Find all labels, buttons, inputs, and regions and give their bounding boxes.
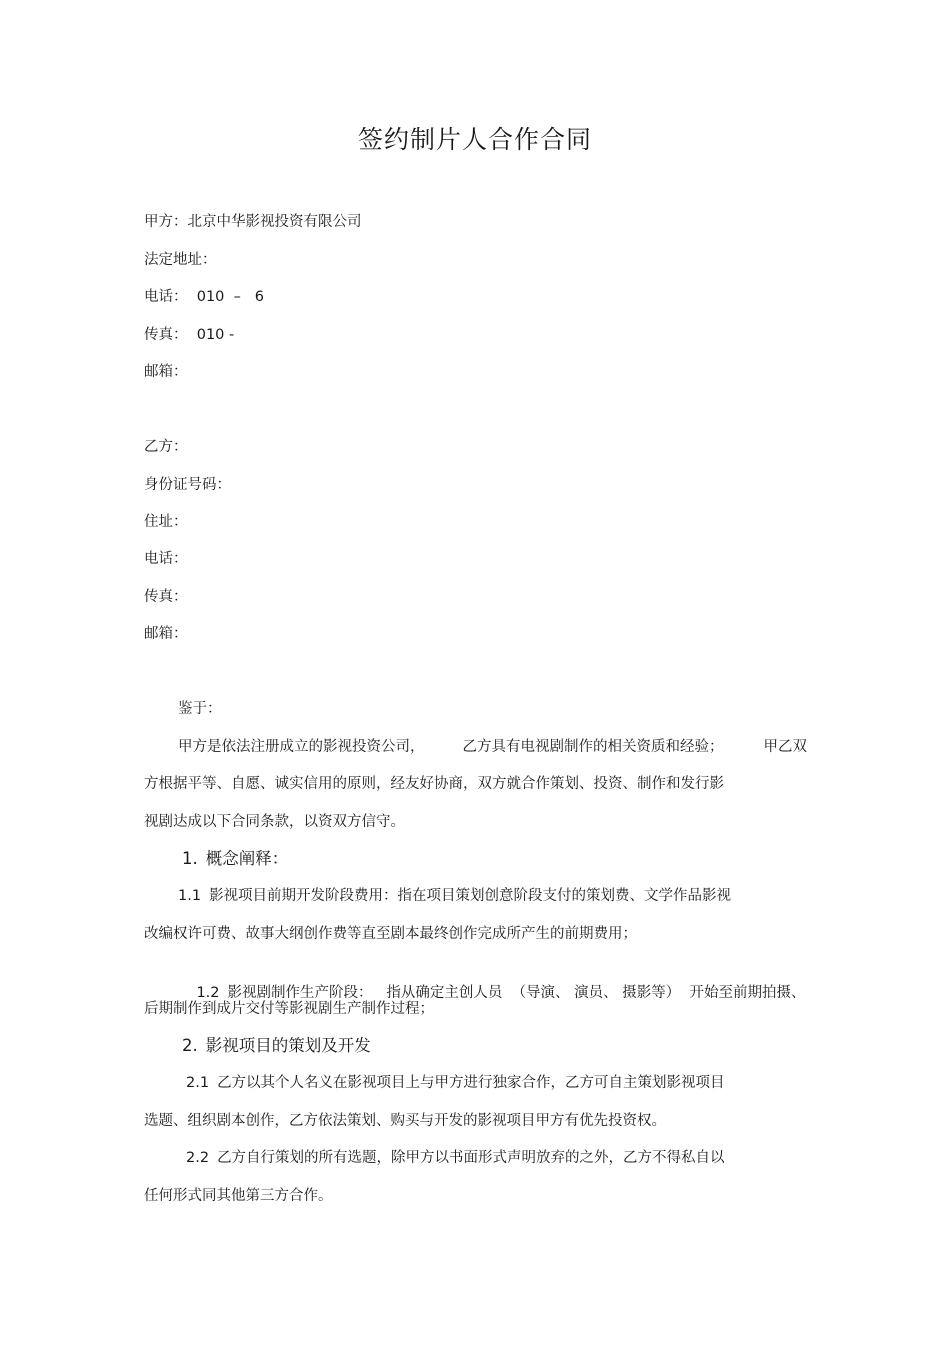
clause-2-2-text-1: 乙方自行策划的所有选题，除甲方以书面形式声明放弃的之外，乙方不得私自以 xyxy=(217,1150,725,1166)
party-a-email: 邮箱： xyxy=(144,364,188,380)
preamble-line-1a: 甲方是依法注册成立的影视投资公司， xyxy=(178,739,425,755)
clause-2-1-number: 2.1 xyxy=(186,1075,210,1091)
preamble-line-3: 视剧达成以下合同条款，以资双方信守。 xyxy=(144,814,405,830)
section-1-heading xyxy=(182,848,288,870)
preamble-line-1 xyxy=(178,736,807,758)
clause-1-1-text-1: 影视项目前期开发阶段费用：指在项目策划创意阶段支付的策划费、文学作品影视 xyxy=(209,888,732,904)
clause-1-2-text-1: 影视剧制作生产阶段： 指从确定主创人员 （导演、 演员、 摄影等） 开始至前期拍摄、 xyxy=(227,985,806,1001)
section-1-number: 1. xyxy=(182,849,198,868)
section-2-title: 影视项目的策划及开发 xyxy=(205,1036,371,1055)
clause-2-1-line-1 xyxy=(186,1072,725,1094)
section-2-number: 2. xyxy=(182,1036,198,1055)
clause-1-2-line-2: 后期制作到成片交付等影视剧生产制作过程； xyxy=(144,1001,434,1017)
clause-1-1-number: 1.1 xyxy=(178,888,202,904)
party-b-email: 邮箱： xyxy=(144,626,188,642)
party-b-phone: 电话： xyxy=(144,551,188,567)
section-1-title: 概念阐释： xyxy=(205,849,289,868)
party-a-name: 甲方：北京中华影视投资有限公司 xyxy=(144,214,362,230)
clause-2-1-text-1: 乙方以其个人名义在影视项目上与甲方进行独家合作，乙方可自主策划影视项目 xyxy=(217,1075,725,1091)
party-b-address: 住址： xyxy=(144,514,188,530)
preamble-line-2: 方根据平等、自愿、诚实信用的原则，经友好协商，双方就合作策划、投资、制作和发行影 xyxy=(144,776,724,792)
preamble-line-1b: 乙方具有电视剧制作的相关资质和经验； xyxy=(462,739,724,755)
clause-2-2-line-1 xyxy=(186,1147,725,1169)
party-b-name: 乙方： xyxy=(144,439,188,455)
party-b-fax: 传真： xyxy=(144,589,188,605)
party-a-fax: 传真： 010 - xyxy=(144,327,235,343)
page-title: 签约制片人合作合同 xyxy=(357,125,592,154)
party-a-phone: 电话： 010 – 6 xyxy=(144,289,264,305)
party-b-id: 身份证号码： xyxy=(144,477,231,493)
clause-1-1-line-2: 改编权许可费、故事大纲创作费等直至剧本最终创作完成所产生的前期费用； xyxy=(144,926,637,942)
party-a-address: 法定地址： xyxy=(144,252,217,268)
preamble-line-1c: 甲乙双 xyxy=(763,739,807,755)
clause-2-1-line-2: 选题、组织剧本创作，乙方依法策划、购买与开发的影视项目甲方有优先投资权。 xyxy=(144,1113,666,1129)
whereas-heading: 鉴于： xyxy=(178,701,222,717)
clause-2-2-number: 2.2 xyxy=(186,1150,210,1166)
clause-1-1-line-1 xyxy=(178,885,731,907)
clause-2-2-line-2: 任何形式同其他第三方合作。 xyxy=(144,1188,333,1204)
clause-1-2-number: 1.2 xyxy=(196,985,220,1001)
section-2-heading xyxy=(182,1035,371,1057)
